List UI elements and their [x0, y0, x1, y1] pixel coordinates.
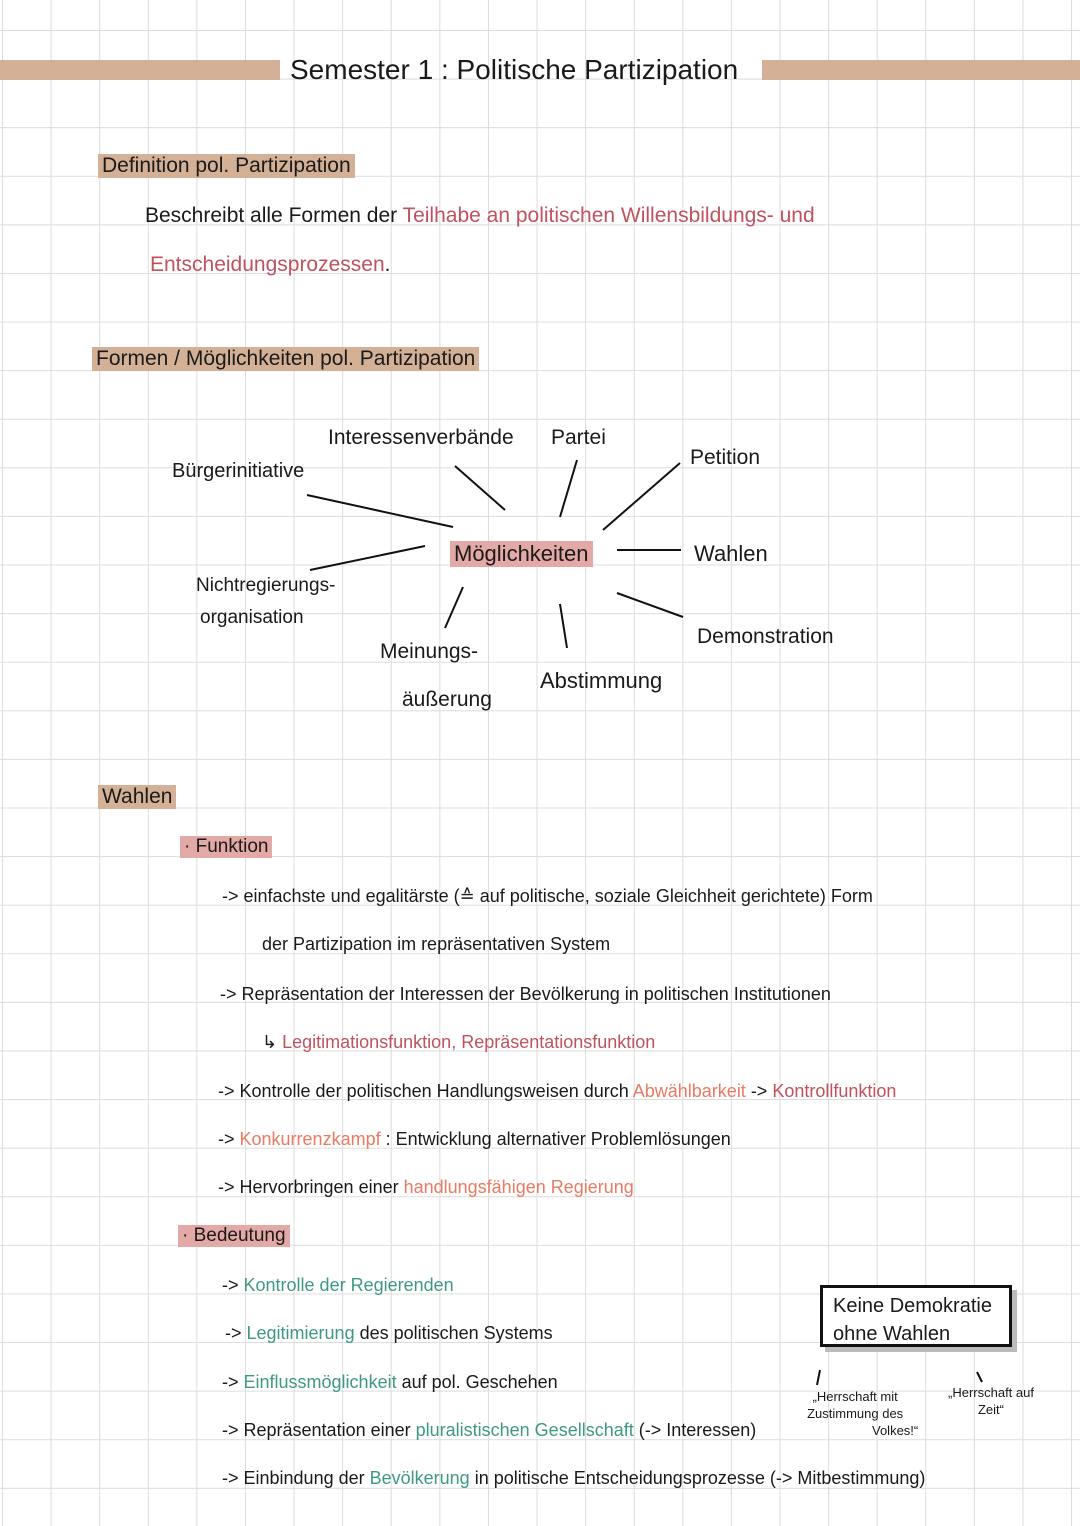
- mindmap-line: [455, 466, 505, 510]
- arrow: ↳: [262, 1032, 283, 1052]
- highlight-text: Einflussmöglichkeit: [243, 1372, 397, 1392]
- definition-heading: Definition pol. Partizipation: [98, 154, 355, 178]
- mindmap-node: Petition: [690, 446, 761, 469]
- text: (-> Interessen): [633, 1420, 757, 1440]
- highlight-text: pluralistischen Gesellschaft: [415, 1420, 634, 1440]
- highlight-text: Konkurrenzkampf: [239, 1129, 381, 1149]
- highlight-text: Bevölkerung: [369, 1468, 470, 1488]
- text: -> Einbindung der: [222, 1468, 370, 1488]
- funktion-line: [218, 1081, 896, 1102]
- funktion-line: -> einfachste und egalitärste (≙ auf politische, soziale Gleichheit gerichtete) Form: [222, 886, 873, 906]
- highlight-text: Kontrolle der Regierenden: [243, 1275, 454, 1295]
- callout-line: ohne Wahlen: [833, 1323, 951, 1345]
- text: -> Kontrolle der politischen Handlungsweisen durch: [218, 1081, 633, 1101]
- arrow: ->: [218, 1129, 240, 1149]
- mindmap-node: Bürgerinitiative: [172, 460, 305, 482]
- bedeutung-line: [225, 1323, 553, 1344]
- arrow: ->: [222, 1275, 244, 1295]
- funktion-line: [218, 1177, 634, 1198]
- funktion-line: der Partizipation im repräsentativen System: [262, 934, 611, 954]
- definition-highlight-2: Entscheidungsprozessen: [150, 253, 385, 276]
- definition-text: Beschreibt alle Formen der: [145, 204, 403, 227]
- mindmap-line: [560, 460, 577, 517]
- mindmap-node: Nichtregierungs-: [196, 575, 336, 596]
- bedeutung-line: [222, 1275, 454, 1296]
- funktion-line: [262, 1032, 655, 1053]
- highlight-text: Legitimationsfunktion, Repräsentationsfunktion: [282, 1032, 656, 1052]
- bedeutung-line: [222, 1420, 756, 1441]
- arrow: ->: [225, 1323, 247, 1343]
- mindmap-line: [445, 587, 463, 628]
- mindmap-center: Möglichkeiten: [450, 541, 593, 567]
- note-line: „Herrschaft auf: [948, 1385, 1034, 1400]
- mindmap-line: [617, 593, 683, 617]
- text: -> Repräsentation einer: [222, 1420, 416, 1440]
- text: : Entwicklung alternativer Problemlösungen: [380, 1129, 731, 1149]
- text: auf pol. Geschehen: [396, 1372, 558, 1392]
- bedeutung-heading: · Bedeutung: [178, 1225, 290, 1247]
- highlight-text: Legitimierung: [246, 1323, 355, 1343]
- page-title: Semester 1 : Politische Partizipation: [290, 54, 739, 85]
- arrow: ->: [222, 1372, 244, 1392]
- mindmap-node: Partei: [551, 426, 606, 449]
- highlight-text: handlungsfähigen Regierung: [403, 1177, 634, 1197]
- mindmap-node: äußerung: [402, 688, 492, 711]
- mindmap-node: Wahlen: [694, 541, 768, 566]
- formen-heading: Formen / Möglichkeiten pol. Partizipation: [92, 347, 479, 371]
- note-line: „Herrschaft mit: [812, 1389, 898, 1404]
- note-line: Volkes!“: [872, 1423, 919, 1438]
- mindmap-node: Meinungs-: [380, 640, 479, 663]
- mindmap-line: [310, 546, 425, 570]
- text: -> Hervorbringen einer: [218, 1177, 404, 1197]
- annotation-note: [792, 1388, 918, 1439]
- wahlen-heading: Wahlen: [98, 785, 176, 809]
- mindmap-node: Interessenverbände: [328, 426, 514, 449]
- mindmap-node: organisation: [200, 607, 304, 628]
- funktion-heading: · Funktion: [180, 836, 272, 858]
- mindmap-line: [307, 495, 453, 527]
- annotation-note: [948, 1384, 1034, 1418]
- annotation-line: [977, 1372, 982, 1382]
- arrow: ->: [745, 1081, 773, 1101]
- mindmap-node: Demonstration: [697, 625, 834, 648]
- annotation-line: [817, 1370, 820, 1385]
- text: in politische Entscheidungsprozesse (-> Mitbestimmung): [469, 1468, 926, 1488]
- mindmap-node: Abstimmung: [540, 668, 663, 693]
- text: des politischen Systems: [354, 1323, 553, 1343]
- note-line: Zustimmung des: [807, 1406, 904, 1421]
- highlight-text: Kontrollfunktion: [772, 1081, 897, 1101]
- mindmap-line: [603, 463, 680, 530]
- highlight-text: Abwählbarkeit: [632, 1081, 746, 1101]
- callout-line: Keine Demokratie: [833, 1295, 992, 1317]
- mindmap-line: [560, 604, 567, 648]
- period: .: [384, 253, 391, 276]
- funktion-line: -> Repräsentation der Interessen der Bevölkerung in politischen Institutionen: [220, 984, 831, 1004]
- definition-highlight: Teilhabe an politischen Willensbildungs- und: [402, 204, 815, 227]
- bedeutung-line: [222, 1372, 558, 1393]
- bedeutung-line: [222, 1468, 925, 1489]
- callout-box: [820, 1285, 1012, 1347]
- funktion-line: [218, 1129, 731, 1150]
- note-line: Zeit“: [977, 1402, 1004, 1417]
